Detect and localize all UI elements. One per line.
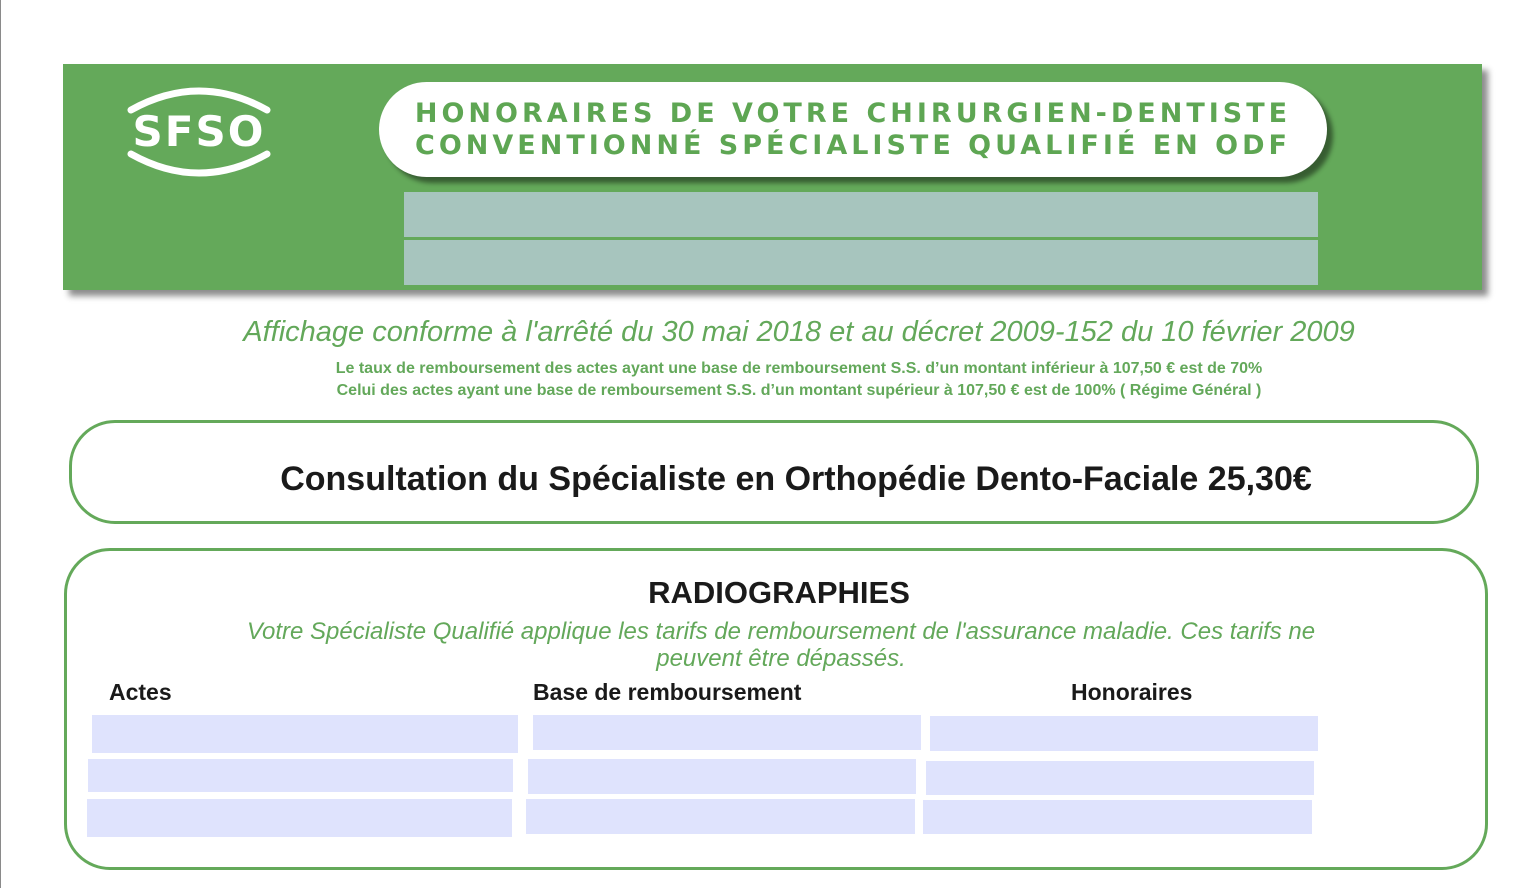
- header-title-pill: [379, 82, 1327, 177]
- reimbursement-rate-line-2: Celui des actes ayant une base de remboursement S.S. d’un montant supérieur à 107,50 € est de 100% ( Régime Général ): [336, 382, 1262, 399]
- radiographies-title: RADIOGRAPHIES: [648, 575, 910, 610]
- regulation-notice: Affichage conforme à l'arrêté du 30 mai 2018 et au décret 2009-152 du 10 février 2009: [243, 316, 1355, 348]
- column-header-honoraires: Honoraires: [1071, 679, 1193, 705]
- reimbursement-rate-line-1: Le taux de remboursement des actes ayant une base de remboursement S.S. d’un montant inférieur à 107,50 € est de 70%: [335, 360, 1263, 377]
- sfso-logo-icon: [119, 80, 279, 184]
- row-2-base-field[interactable]: [528, 759, 916, 794]
- column-header-base: Base de remboursement: [533, 679, 802, 705]
- row-1-acte-field[interactable]: [92, 715, 518, 753]
- column-header-actes: Actes: [109, 679, 172, 705]
- header-title-line-2: CONVENTIONNÉ SPÉCIALISTE QUALIFIÉ EN ODF: [415, 129, 1291, 161]
- row-2-honoraires-field[interactable]: [926, 761, 1314, 795]
- header-title-line-1: HONORAIRES DE VOTRE CHIRURGIEN-DENTISTE: [414, 97, 1292, 129]
- consultation-fee-text: Consultation du Spécialiste en Orthopédie Dento-Faciale 25,30€: [280, 460, 1312, 498]
- row-1-honoraires-field[interactable]: [930, 716, 1318, 751]
- practitioner-address-field[interactable]: [404, 240, 1318, 285]
- practitioner-name-field[interactable]: [404, 192, 1318, 237]
- logo-text: SFSO: [132, 107, 266, 156]
- row-3-base-field[interactable]: [526, 799, 915, 834]
- row-3-acte-field[interactable]: [87, 799, 512, 837]
- row-1-base-field[interactable]: [533, 715, 921, 750]
- row-3-honoraires-field[interactable]: [923, 800, 1312, 834]
- row-2-acte-field[interactable]: [88, 759, 513, 792]
- radiographies-note: Votre Spécialiste Qualifié applique les tarifs de remboursement de l'assurance maladie. Ces tarifs ne peuvent être dépassés.: [246, 618, 1316, 672]
